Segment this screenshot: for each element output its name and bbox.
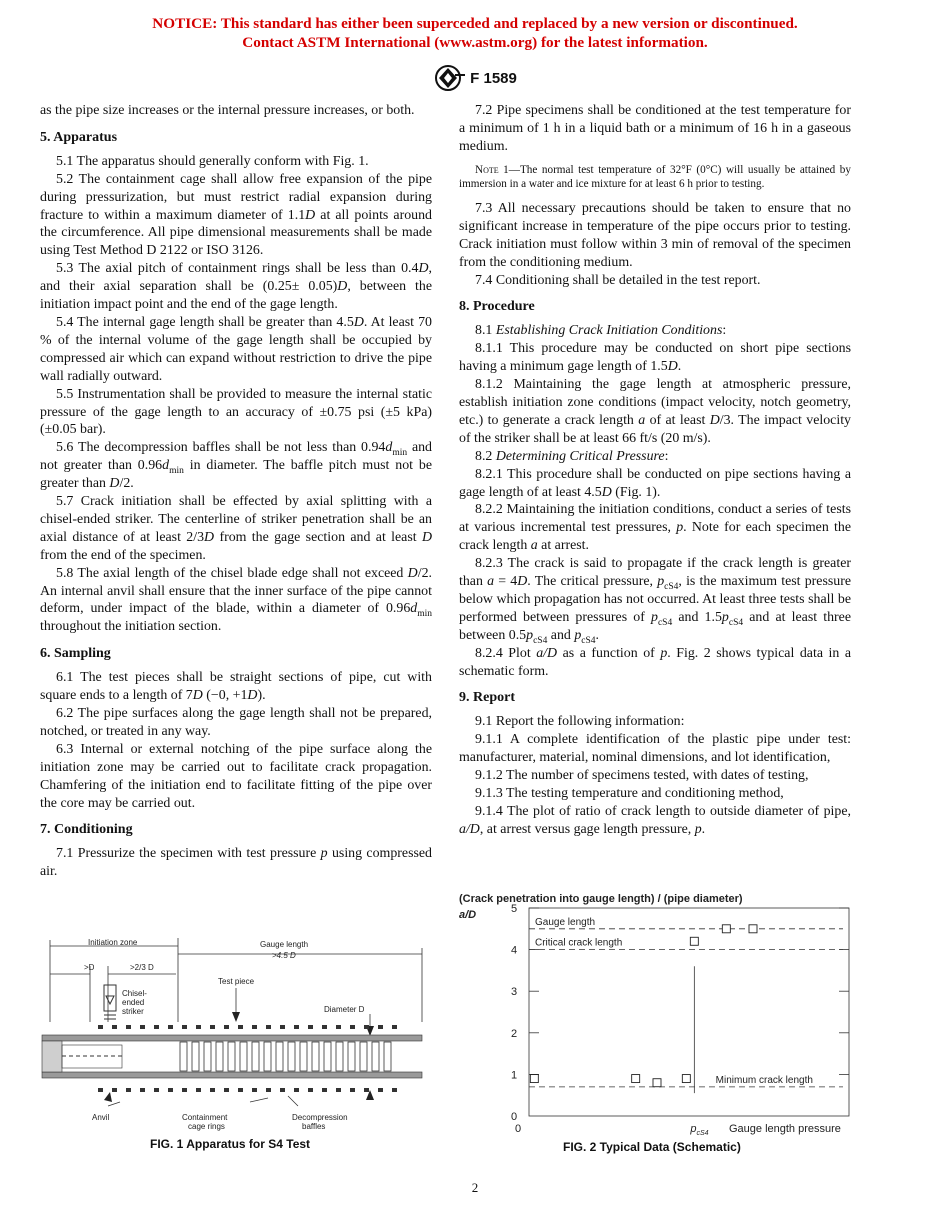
x-origin-label: 0: [515, 1123, 522, 1135]
paragraph-8-1: 8.1 Establishing Crack Initiation Conditions:: [475, 323, 727, 339]
page-number: 2: [471, 1180, 479, 1195]
fig1-striker-line1: Chisel-: [122, 989, 147, 998]
paragraph-5-4: 5.4 The internal gage length shall be greater than 4.5D. At least 70 % of the internal volume of the gage length shall be occupied by compressed air which can expand without restriction to drive the pipe wall radially outward.: [40, 314, 432, 384]
chart-ylabel: a/D: [459, 909, 477, 921]
data-point-6: [722, 925, 730, 933]
paragraph-9-1-3: 9.1.3 The testing temperature and conditioning method,: [475, 786, 784, 801]
section-9-title: 9. Report: [459, 690, 515, 706]
fig1-decompression-line2: baffles: [302, 1122, 326, 1131]
fig1-striker-line2: ended: [122, 998, 145, 1007]
reference-label-minimum-crack-length: Minimum crack length: [715, 1074, 813, 1086]
paragraph-9-1-1: 9.1.1 A complete identification of the plastic pipe under test: manufacturer, material, nominal dimensions, and lot identification,: [459, 732, 851, 766]
paragraph-5-8: 5.8 The axial length of the chisel blade edge shall not exceed D/2. An internal anvil shall ensure that the inner surface of the pipe cannot deform, under impact of the blade, within a diameter of $0.96d_{min}$ throughout the initiation section.: [40, 565, 432, 635]
y-tick-label-1: 1: [511, 1069, 518, 1082]
paragraph-5-6: 5.6 The decompression baffles shall be not less than $0.94d_{min}$ and not greater than $0.96d_{min}$ in diameter. The baffle pitch must not be greater than D/2.: [40, 440, 432, 492]
paragraph-5-3: 5.3 The axial pitch of containment rings shall be less than 0.4D, and their axial separation shall be (0.25± 0.05)D, between the initiation impact point and the end of the gage length.: [40, 261, 433, 313]
reference-label-gauge-length: Gauge length: [535, 916, 596, 928]
x-tick-critical-pressure: $p_{cS4}$: [690, 1123, 709, 1137]
left-column: [40, 102, 432, 881]
paragraph-7-4: 7.4 Conditioning shall be detailed in the test report.: [475, 272, 761, 288]
note-1: Note 1—The normal test temperature of 32°F (0°C) will usually be attained by immersion in a water and ice mixture for at least 6 h prior to testing.: [459, 163, 851, 191]
figure-1-apparatus: [40, 930, 432, 1162]
y-tick-label-2: 2: [511, 1027, 518, 1040]
right-column: [459, 102, 851, 839]
fig1-gauge-length-value: >4.5 D: [272, 951, 296, 960]
fig1-diameter-label: Diameter D: [324, 1005, 365, 1014]
data-point-1: [530, 1075, 538, 1083]
fig1-striker-line3: striker: [122, 1007, 144, 1016]
fig1-containment-line2: cage rings: [188, 1122, 225, 1131]
y-tick-label-4: 4: [511, 944, 518, 957]
paragraph-6-3: 6.3 Internal or external notching of the pipe surface along the initiation zone may be carried out to facilitate crack propagation. Chamfering of the initiation end to facilitate fitting of the pipe over the core may be carried out.: [40, 741, 432, 811]
paragraph-8-2-3: 8.2.3 The crack is said to propagate if the crack length is greater than a = 4D. The critical pressure, $p_{cS4}$, is the maximum test pressure below which propagation has not occurred. At least three tests shall be performed between pressures of $p_{cS4}$ and $1.5p_{cS4}$ and at least three between $0.5p_{cS4}$ and $p_{cS4}$.: [459, 556, 851, 646]
chart-title: (Crack penetration into gauge length) / (pipe diameter): [459, 893, 743, 905]
fig1-gt-d-label: >D: [84, 963, 95, 972]
paragraph-9-1-4: 9.1.4 The plot of ratio of crack length to outside diameter of pipe, a/D, at arrest versus gage length pressure, p.: [459, 803, 851, 837]
fig1-decompression-line1: Decompression: [292, 1113, 348, 1122]
y-tick-label-3: 3: [511, 986, 518, 999]
fig1-anvil-label: Anvil: [92, 1113, 110, 1122]
notice-line-1: NOTICE: This standard has either been superceded and replaced by a new version or discontinued.: [152, 15, 798, 32]
y-tick-label-5: 5: [511, 903, 518, 915]
paragraph-8-2: 8.2 Determining Critical Pressure:: [475, 448, 669, 464]
fig1-test-piece-label: Test piece: [218, 977, 255, 986]
data-point-3: [653, 1079, 661, 1087]
paragraph-8-2-1: 8.2.1 This procedure shall be conducted on pipe sections having a gage length of at least 4.5D (Fig. 1).: [459, 466, 851, 500]
data-point-4: [682, 1075, 690, 1083]
paragraph-6-2: 6.2 The pipe surfaces along the gage length shall not be prepared, notched, or treated in any way.: [40, 706, 432, 739]
y-axis-ticks: [511, 903, 849, 1123]
paragraph-5-5: 5.5 Instrumentation shall be provided to measure the internal static pressure of the gage length to an accuracy of ±0.75 psi (±5 kPa) (±0.05 bar).: [40, 386, 432, 438]
paragraph-7-3: 7.3 All necessary precautions should be taken to ensure that no significant increase in temperature of the pipe occurs prior to testing. Crack initiation must follow within 3 min of removal of the specimen from the conditioning medium.: [459, 200, 851, 270]
data-point-5: [690, 937, 698, 945]
section-8-title: 8. Procedure: [459, 299, 535, 315]
notice-line-2: Contact ASTM International (www.astm.org) for the latest information.: [242, 34, 708, 51]
chart-xlabel: Gauge length pressure: [729, 1123, 841, 1135]
figure-2-caption: FIG. 2 Typical Data (Schematic): [563, 1140, 741, 1154]
astm-logo-icon: [433, 64, 467, 92]
data-point-7: [749, 925, 757, 933]
pipe-assembly: [42, 1025, 422, 1092]
fig1-containment-line1: Containment: [182, 1113, 228, 1122]
paragraph-5-7: 5.7 Crack initiation shall be effected by axial splitting with a chisel-ended striker. The centerline of striker penetration shall be an axial distance of at least 2/3D from the gage section and at least D from the end of the specimen.: [40, 494, 432, 563]
data-points: [530, 925, 757, 1087]
paragraph-9-1-2: 9.1.2 The number of specimens tested, with dates of testing,: [475, 768, 809, 784]
paragraph-5-2: 5.2 The containment cage shall allow free expansion of the pipe during pressurization, but must restrict radial expansion during fracture to within a maximum diameter of 1.1D at all points around the circumference. All pipe dimensional measurements shall be made using Test Method D 2122 or ISO 3126.: [40, 171, 432, 259]
reference-label-critical-crack-length: Critical crack length: [535, 937, 623, 949]
paragraph-6-1: 6.1 The test pieces shall be straight sections of pipe, cut with square ends to a length of 7D (−0, +1D).: [40, 670, 432, 704]
section-7-title: 7. Conditioning: [40, 822, 133, 838]
fig1-gauge-length-label: Gauge length: [260, 940, 309, 949]
section-5-title: 5. Apparatus: [40, 129, 118, 145]
section-6-title: 6. Sampling: [40, 646, 111, 662]
paragraph-9-1: 9.1 Report the following information:: [475, 714, 685, 730]
paragraph-8-1-1: 8.1.1 This procedure may be conducted on short pipe sections having a minimum gage length of 1.5D.: [459, 341, 851, 375]
paragraph-7-1: 7.1 Pressurize the specimen with test pressure p using compressed air.: [40, 846, 432, 880]
paragraph-8-2-4: 8.2.4 Plot a/D as a function of p. Fig. 2 shows typical data in a schematic form.: [459, 645, 851, 679]
data-point-2: [632, 1075, 640, 1083]
figure-1-caption: FIG. 1 Apparatus for S4 Test: [150, 1137, 311, 1151]
paragraph-5-1: 5.1 The apparatus should generally conform with Fig. 1.: [56, 153, 369, 169]
reference-lines: [529, 917, 843, 1087]
chisel-striker: [104, 985, 116, 1019]
fig1-gt-23d-label: >2/3 D: [130, 963, 154, 972]
paragraph-continued: as the pipe size increases or the internal pressure increases, or both.: [40, 103, 415, 118]
page-header: [0, 64, 950, 92]
figure-2-chart: [459, 888, 859, 1156]
standard-number: F 1589: [470, 69, 517, 87]
y-tick-label-0: 0: [511, 1111, 518, 1123]
paragraph-8-2-2: 8.2.2 Maintaining the initiation conditions, conduct a series of tests at various incremental test pressures, p. Note for each specimen the crack length a at arrest.: [459, 502, 851, 554]
fig1-initiation-zone-label: Initiation zone: [88, 938, 138, 947]
paragraph-7-2: 7.2 Pipe specimens shall be conditioned at the test temperature for a minimum of 1 h in a liquid bath or a minimum of 16 h in a gaseous medium.: [459, 103, 851, 154]
paragraph-8-1-2: 8.1.2 Maintaining the gage length at atmospheric pressure, establish initiation zone conditions (impact velocity, notch geometry, etc.) to generate a crack length a of at least D/3. The impact velocity of the striker shall be at least 66 ft/s (20 m/s).: [459, 377, 851, 446]
